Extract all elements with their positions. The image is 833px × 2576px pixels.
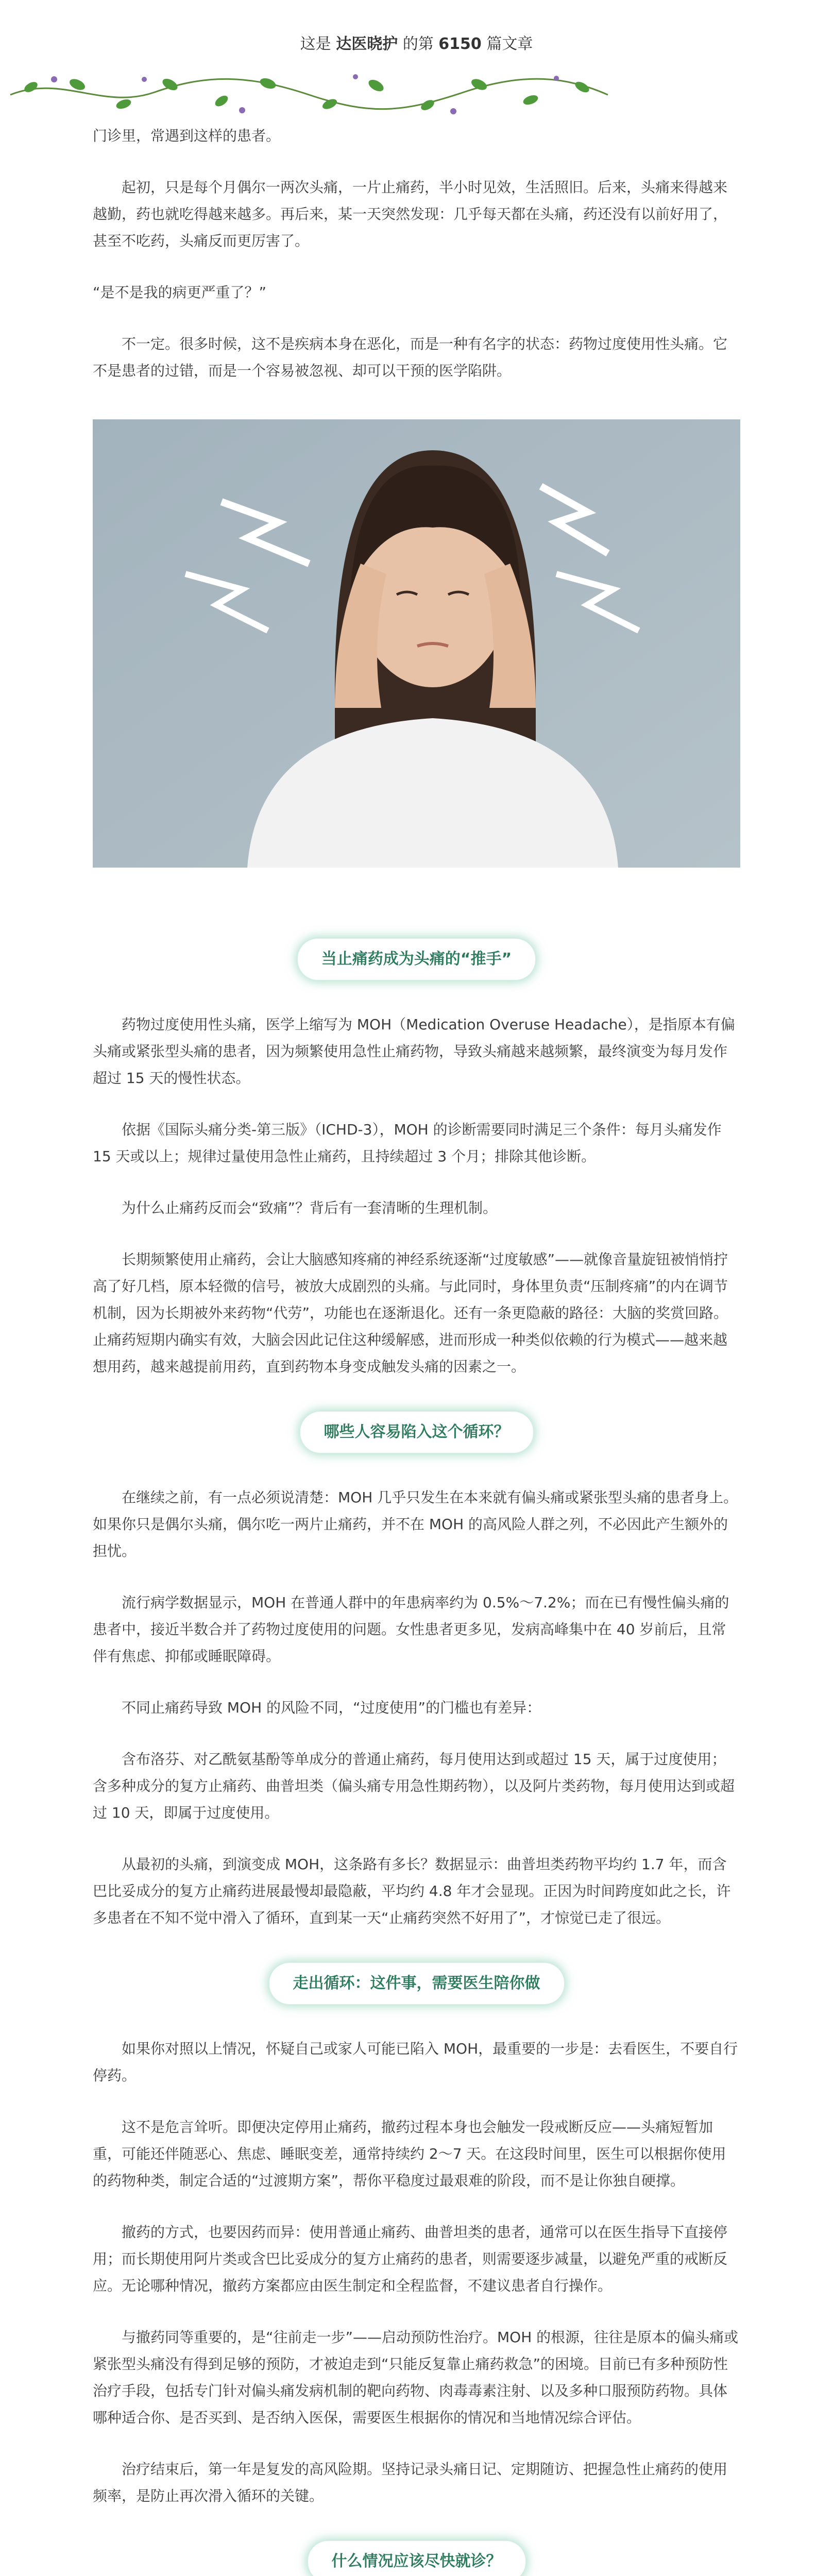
section-title: 哪些人容易陷入这个循环？ bbox=[93, 1411, 740, 1453]
paragraph: 不同止痛药导致 MOH 的风险不同，“过度使用”的门槛也有差异： bbox=[122, 1699, 541, 1716]
header-suffix: 篇文章 bbox=[486, 35, 533, 53]
paragraph: 治疗结束后，第一年是复发的高风险期。坚持记录头痛日记、定期随访、把握急性止痛药的使用频率，是防止再次滑入循环的关键。 bbox=[93, 2461, 728, 2504]
header-prefix: 这是 bbox=[300, 35, 331, 53]
paragraph: 从最初的头痛，到演变成 MOH，这条路有多长？数据显示：曲普坦类药物平均约 1.7 年，而含巴比妥成分的复方止痛药进展最慢却最隐蔽，平均约 4.8 年才会显现。正因为时间跨度如此之长，许多患者在不知不觉中滑入了循环，直到某一天“止痛药突然不好用了”，才惊觉已走了很远。 bbox=[93, 1856, 731, 1926]
section-title: 当止痛药成为头痛的“推手” bbox=[93, 938, 740, 980]
paragraph: 为什么止痛药反而会“致痛”？背后有一套清晰的生理机制。 bbox=[122, 1199, 498, 1216]
paragraph: 依据《国际头痛分类-第三版》（ICHD-3），MOH 的诊断需要同时满足三个条件：每月头痛发作 15 天或以上；规律过量使用急性止痛药，且持续超过 3 个月；排除其他诊断。 bbox=[93, 1121, 722, 1165]
section-title: 走出循环：这件事，需要医生陪你做 bbox=[93, 1962, 740, 2005]
section-title: 什么情况应该尽快就诊？ bbox=[93, 2540, 740, 2576]
paragraph: 如果你对照以上情况，怀疑自己或家人可能已陷入 MOH，最重要的一步是：去看医生，不要自行停药。 bbox=[93, 2040, 738, 2084]
paragraph: 撤药的方式，也要因药而异：使用普通止痛药、曲普坦类的患者，通常可以在医生指导下直接停用；而长期使用阿片类或含巴比妥成分的复方止痛药的患者，则需要逐步减量，以避免严重的戒断反应。无论哪种情况，撤药方案都应由医生制定和全程监督，不建议患者自行操作。 bbox=[93, 2224, 728, 2294]
header-number: 6150 bbox=[438, 35, 482, 53]
headache-woman-image bbox=[93, 419, 740, 868]
article-body bbox=[0, 123, 833, 2576]
header-middle: 的第 bbox=[402, 35, 434, 53]
vine-decoration-icon bbox=[0, 64, 618, 121]
header-org: 达医晓护 bbox=[336, 35, 398, 53]
paragraph: 流行病学数据显示，MOH 在普通人群中的年患病率约为 0.5%～7.2%；而在已有慢性偏头痛的患者中，接近半数合并了药物过度使用的问题。女性患者更多见，发病高峰集中在 40 岁前后，且常伴有焦虑、抑郁或睡眠障碍。 bbox=[93, 1594, 729, 1665]
article-header bbox=[0, 0, 833, 54]
paragraph: 含布洛芬、对乙酰氨基酚等单成分的普通止痛药，每月使用达到或超过 15 天，属于过度使用；含多种成分的复方止痛药、曲普坦类（偏头痛专用急性期药物），以及阿片类药物，每月使用达到或超过 10 天，即属于过度使用。 bbox=[93, 1751, 735, 1821]
paragraph: 这不是危言耸听。即便决定停用止痛药，撤药过程本身也会触发一段戒断反应——头痛短暂加重，可能还伴随恶心、焦虑、睡眠变差，通常持续约 2～7 天。在这段时间里，医生可以根据你使用的药物种类，制定合适的“过渡期方案”，帮你平稳度过最艰难的阶段，而不是让你独自硬撑。 bbox=[93, 2119, 726, 2189]
paragraph: 与撤药同等重要的，是“往前走一步”——启动预防性治疗。MOH 的根源，往往是原本的偏头痛或紧张型头痛没有得到足够的预防，才被迫走到“只能反复靠止痛药救急”的困境。目前已有多种预防性治疗手段，包括专门针对偏头痛发病机制的靶向药物、肉毒毒素注射、以及多种口服预防药物。具体哪种适合你、是否买到、是否纳入医保，需要医生根据你的情况和当地情况综合评估。 bbox=[93, 2329, 739, 2426]
paragraph: 不一定。很多时候，这不是疾病本身在恶化，而是一种有名字的状态：药物过度使用性头痛。它不是患者的过错，而是一个容易被忽视、却可以干预的医学陷阱。 bbox=[93, 335, 728, 379]
paragraph: 在继续之前，有一点必须说清楚：MOH 几乎只发生在本来就有偏头痛或紧张型头痛的患者身上。如果你只是偶尔头痛，偶尔吃一两片止痛药，并不在 MOH 的高风险人群之列，不必因此产生额外的担忧。 bbox=[93, 1489, 738, 1560]
paragraph: 门诊里，常遇到这样的患者。 bbox=[93, 127, 281, 144]
paragraph-quote: “是不是我的病更严重了？” bbox=[93, 284, 267, 301]
paragraph: 长期频繁使用止痛药，会让大脑感知疼痛的神经系统逐渐“过度敏感”——就像音量旋钮被悄悄拧高了好几档，原本轻微的信号，被放大成剧烈的头痛。与此同时，身体里负责“压制疼痛”的内在调节机制，因为长期被外来药物“代劳”，功能也在逐渐退化。还有一条更隐蔽的路径：大脑的奖赏回路。止痛药短期内确实有效，大脑会因此记住这种缓解感，进而形成一种类似依赖的行为模式——越来越想用药，越来越提前用药，直到药物本身变成触发头痛的因素之一。 bbox=[93, 1251, 728, 1375]
paragraph: 起初，只是每个月偶尔一两次头痛，一片止痛药，半小时见效，生活照旧。后来，头痛来得越来越勤，药也就吃得越来越多。再后来，某一天突然发现：几乎每天都在头痛，药还没有以前好用了，甚至不吃药，头痛反而更厉害了。 bbox=[93, 179, 728, 249]
paragraph: 药物过度使用性头痛，医学上缩写为 MOH（Medication Overuse Headache），是指原本有偏头痛或紧张型头痛的患者，因为频繁使用急性止痛药物，导致头痛越来越频繁，最终演变为每月发作超过 15 天的慢性状态。 bbox=[93, 1016, 735, 1087]
